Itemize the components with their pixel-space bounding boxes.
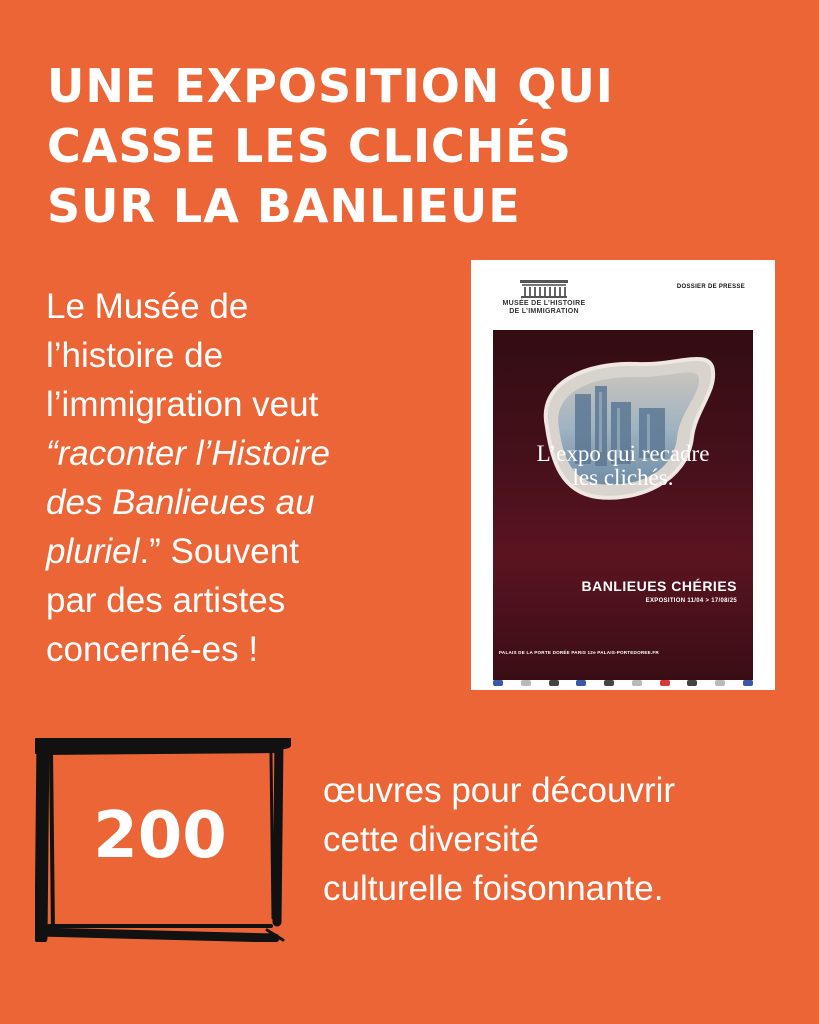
headline-line-2: CASSE LES CLICHÉS	[47, 119, 572, 173]
partner-logo-icon	[521, 680, 531, 686]
stat-caption-line: cette diversité	[323, 820, 539, 859]
museum-name-line: MUSÉE DE L’HISTOIRE	[502, 300, 586, 307]
partner-logo-icon	[576, 680, 586, 686]
intro-line: par des artistes	[46, 581, 286, 620]
museum-building-icon	[518, 278, 570, 300]
intro-line: l’immigration veut	[46, 385, 319, 424]
intro-quote-line	[46, 429, 436, 478]
partner-logo-icon	[743, 680, 753, 686]
partner-logo-icon	[604, 680, 614, 686]
quote-text: “raconter l’Histoire	[46, 434, 330, 473]
quote-end: .” Souvent	[139, 532, 299, 571]
intro-paragraph	[46, 282, 436, 674]
partner-logo-icon	[687, 680, 697, 686]
intro-quote-line	[46, 478, 436, 527]
exhibition-dates: EXPOSITION 11/04 > 17/08/25	[645, 598, 737, 604]
poster-tagline	[493, 442, 753, 490]
intro-line: concerné-es !	[46, 630, 259, 669]
headline	[47, 56, 747, 236]
stat-number: 200	[93, 799, 227, 873]
partner-logo-icon	[660, 680, 670, 686]
poster-artwork	[493, 272, 753, 680]
partner-logo-icon	[493, 680, 503, 686]
intro-line: l’histoire de	[46, 336, 224, 375]
headline-line-3: SUR LA BANLIEUE	[47, 179, 521, 233]
stat-caption-line: culturelle foisonnante.	[323, 869, 664, 908]
stat-caption	[323, 766, 803, 913]
venue-line: PALAIS DE LA PORTE DORÉE PARIS 12e PALAIS-PORTEDOREE.FR	[499, 650, 659, 655]
headline-line-1: UNE EXPOSITION QUI	[47, 59, 614, 113]
press-kit-cover	[471, 260, 775, 690]
press-kit-label: DOSSIER DE PRESSE	[676, 284, 745, 290]
tagline-line: L’expo qui recadre	[536, 441, 710, 466]
poster-header	[493, 272, 753, 330]
exhibition-title: BANLIEUES CHÉRIES	[581, 578, 737, 594]
museum-logo	[499, 278, 589, 326]
museum-name-line: DE L’IMMIGRATION	[509, 308, 579, 315]
quote-text: pluriel	[46, 532, 140, 571]
stat-box	[35, 738, 291, 942]
partner-logo-icon	[549, 680, 559, 686]
stat-caption-line: œuvres pour découvrir	[323, 771, 676, 810]
partner-logos	[493, 678, 753, 688]
intro-quote-line	[46, 527, 436, 576]
tagline-line: les clichés.	[572, 465, 674, 490]
partner-logo-icon	[715, 680, 725, 686]
partner-logo-icon	[632, 680, 642, 686]
quote-text: des Banlieues au	[46, 483, 315, 522]
intro-line: Le Musée de	[46, 287, 249, 326]
